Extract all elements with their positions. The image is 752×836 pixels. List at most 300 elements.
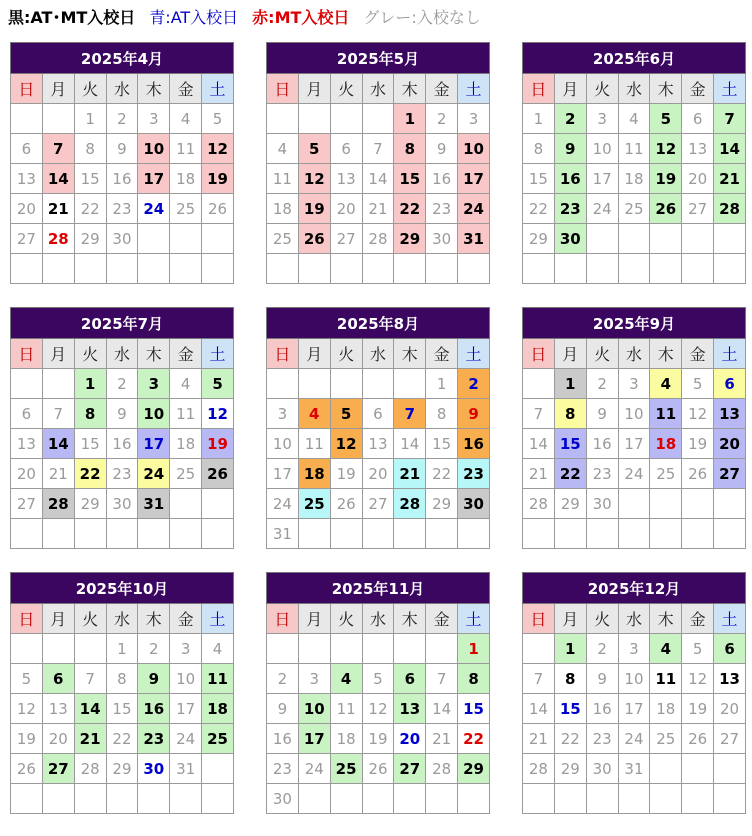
- day-cell: 27: [362, 489, 394, 519]
- month-calendar: [10, 307, 234, 549]
- empty-cell: [298, 519, 330, 549]
- day-cell: 19: [202, 164, 234, 194]
- week-row: [267, 634, 490, 664]
- month-title: 2025年9月: [523, 308, 746, 339]
- day-cell: 14: [42, 164, 74, 194]
- day-cell: 19: [682, 429, 714, 459]
- day-cell: 24: [618, 724, 650, 754]
- empty-cell: [202, 784, 234, 814]
- week-row: [11, 664, 234, 694]
- day-cell: 23: [586, 724, 618, 754]
- month-calendar: [266, 307, 490, 549]
- day-cell: 13: [330, 164, 362, 194]
- day-cell: 12: [298, 164, 330, 194]
- day-cell: 29: [394, 224, 426, 254]
- day-cell: 26: [202, 459, 234, 489]
- day-cell: 24: [586, 194, 618, 224]
- day-cell: 29: [426, 489, 458, 519]
- week-row: [11, 164, 234, 194]
- empty-cell: [170, 519, 202, 549]
- day-cell: 3: [138, 369, 170, 399]
- week-row: [11, 519, 234, 549]
- day-cell: 13: [394, 694, 426, 724]
- empty-cell: [330, 369, 362, 399]
- empty-cell: [523, 519, 555, 549]
- day-cell: 11: [330, 694, 362, 724]
- weekday-header: 金: [682, 339, 714, 369]
- weekday-header: 日: [11, 604, 43, 634]
- day-cell: 27: [714, 724, 746, 754]
- day-cell: 9: [458, 399, 490, 429]
- legend-blue: 青:AT入校日: [149, 8, 239, 27]
- empty-cell: [554, 254, 586, 284]
- empty-cell: [426, 784, 458, 814]
- empty-cell: [42, 254, 74, 284]
- day-cell: 7: [362, 134, 394, 164]
- day-cell: 27: [714, 459, 746, 489]
- weekday-header: 月: [42, 74, 74, 104]
- week-row: [267, 519, 490, 549]
- day-cell: 20: [714, 429, 746, 459]
- day-cell: 25: [298, 489, 330, 519]
- day-cell: 11: [202, 664, 234, 694]
- weekday-header: 水: [618, 74, 650, 104]
- weekday-header: 金: [170, 339, 202, 369]
- day-cell: 3: [586, 104, 618, 134]
- weekday-header: 水: [362, 74, 394, 104]
- day-cell: 21: [74, 724, 106, 754]
- week-row: [267, 254, 490, 284]
- day-cell: 27: [42, 754, 74, 784]
- empty-cell: [394, 369, 426, 399]
- day-cell: 22: [106, 724, 138, 754]
- weekday-header: 土: [714, 74, 746, 104]
- empty-cell: [298, 634, 330, 664]
- day-cell: 17: [458, 164, 490, 194]
- day-cell: 4: [650, 369, 682, 399]
- day-cell: 21: [523, 724, 555, 754]
- empty-cell: [330, 104, 362, 134]
- day-cell: 20: [42, 724, 74, 754]
- weekday-header: 金: [426, 604, 458, 634]
- empty-cell: [11, 634, 43, 664]
- day-cell: 25: [202, 724, 234, 754]
- week-row: [523, 134, 746, 164]
- day-cell: 17: [586, 164, 618, 194]
- empty-cell: [362, 254, 394, 284]
- day-cell: 11: [170, 134, 202, 164]
- week-row: [523, 754, 746, 784]
- month-title: 2025年12月: [523, 573, 746, 604]
- day-cell: 22: [74, 459, 106, 489]
- day-cell: 30: [586, 489, 618, 519]
- day-cell: 4: [267, 134, 299, 164]
- empty-cell: [682, 519, 714, 549]
- day-cell: 16: [586, 694, 618, 724]
- day-cell: 20: [682, 164, 714, 194]
- day-cell: 20: [362, 459, 394, 489]
- empty-cell: [267, 369, 299, 399]
- empty-cell: [618, 224, 650, 254]
- week-row: [267, 754, 490, 784]
- weekday-header: 火: [330, 74, 362, 104]
- empty-cell: [298, 369, 330, 399]
- empty-cell: [426, 519, 458, 549]
- day-cell: 24: [138, 459, 170, 489]
- week-row: [267, 489, 490, 519]
- day-cell: 5: [650, 104, 682, 134]
- day-cell: 25: [330, 754, 362, 784]
- empty-cell: [170, 784, 202, 814]
- empty-cell: [586, 784, 618, 814]
- week-row: [267, 664, 490, 694]
- day-cell: 7: [426, 664, 458, 694]
- month-title: 2025年11月: [267, 573, 490, 604]
- weekday-header: 土: [714, 339, 746, 369]
- day-cell: 12: [362, 694, 394, 724]
- empty-cell: [682, 254, 714, 284]
- day-cell: 18: [618, 164, 650, 194]
- day-cell: 28: [714, 194, 746, 224]
- day-cell: 28: [523, 489, 555, 519]
- day-cell: 9: [138, 664, 170, 694]
- day-cell: 18: [650, 694, 682, 724]
- day-cell: 4: [330, 664, 362, 694]
- day-cell: 7: [394, 399, 426, 429]
- day-cell: 17: [138, 164, 170, 194]
- day-cell: 26: [330, 489, 362, 519]
- weekday-header: 月: [554, 339, 586, 369]
- day-cell: 8: [523, 134, 555, 164]
- weekday-header: 月: [554, 604, 586, 634]
- day-cell: 9: [426, 134, 458, 164]
- day-cell: 10: [618, 664, 650, 694]
- day-cell: 4: [202, 634, 234, 664]
- day-cell: 31: [458, 224, 490, 254]
- week-row: [523, 399, 746, 429]
- empty-cell: [362, 784, 394, 814]
- day-cell: 6: [714, 634, 746, 664]
- day-cell: 29: [523, 224, 555, 254]
- empty-cell: [11, 369, 43, 399]
- day-cell: 25: [650, 724, 682, 754]
- week-row: [267, 694, 490, 724]
- day-cell: 13: [714, 664, 746, 694]
- week-row: [11, 369, 234, 399]
- weekday-header: 日: [267, 339, 299, 369]
- day-cell: 30: [138, 754, 170, 784]
- empty-cell: [523, 369, 555, 399]
- day-cell: 28: [426, 754, 458, 784]
- day-cell: 7: [714, 104, 746, 134]
- day-cell: 8: [554, 399, 586, 429]
- day-cell: 27: [11, 224, 43, 254]
- day-cell: 4: [298, 399, 330, 429]
- day-cell: 19: [650, 164, 682, 194]
- day-cell: 14: [523, 694, 555, 724]
- empty-cell: [714, 754, 746, 784]
- empty-cell: [618, 254, 650, 284]
- day-cell: 22: [426, 459, 458, 489]
- day-cell: 21: [426, 724, 458, 754]
- week-row: [11, 634, 234, 664]
- empty-cell: [170, 489, 202, 519]
- week-row: [523, 664, 746, 694]
- day-cell: 14: [74, 694, 106, 724]
- day-cell: 10: [458, 134, 490, 164]
- day-cell: 14: [523, 429, 555, 459]
- empty-cell: [106, 784, 138, 814]
- empty-cell: [11, 784, 43, 814]
- weekday-header: 日: [267, 74, 299, 104]
- week-row: [267, 224, 490, 254]
- weekday-header: 火: [74, 604, 106, 634]
- day-cell: 9: [106, 399, 138, 429]
- day-cell: 28: [74, 754, 106, 784]
- weekday-header: 土: [458, 339, 490, 369]
- day-cell: 6: [362, 399, 394, 429]
- empty-cell: [650, 254, 682, 284]
- day-cell: 29: [74, 489, 106, 519]
- empty-cell: [426, 254, 458, 284]
- legend-red: 赤:MT入校日: [252, 8, 350, 27]
- month-title: 2025年7月: [11, 308, 234, 339]
- weekday-header: 金: [426, 74, 458, 104]
- empty-cell: [138, 784, 170, 814]
- weekday-header: 月: [298, 339, 330, 369]
- day-cell: 21: [714, 164, 746, 194]
- legend-black: 黒:AT･MT入校日: [8, 8, 136, 27]
- weekday-header: 日: [523, 604, 555, 634]
- empty-cell: [586, 254, 618, 284]
- day-cell: 30: [458, 489, 490, 519]
- weekday-header: 金: [682, 604, 714, 634]
- empty-cell: [74, 519, 106, 549]
- day-cell: 9: [586, 399, 618, 429]
- day-cell: 8: [458, 664, 490, 694]
- week-row: [11, 784, 234, 814]
- day-cell: 19: [330, 459, 362, 489]
- day-cell: 1: [426, 369, 458, 399]
- day-cell: 15: [426, 429, 458, 459]
- empty-cell: [714, 254, 746, 284]
- day-cell: 2: [106, 369, 138, 399]
- day-cell: 22: [554, 724, 586, 754]
- day-cell: 14: [42, 429, 74, 459]
- week-row: [523, 164, 746, 194]
- day-cell: 18: [267, 194, 299, 224]
- day-cell: 19: [202, 429, 234, 459]
- day-cell: 23: [106, 194, 138, 224]
- day-cell: 6: [330, 134, 362, 164]
- day-cell: 11: [650, 664, 682, 694]
- day-cell: 17: [618, 429, 650, 459]
- weekday-header: 水: [106, 604, 138, 634]
- day-cell: 29: [554, 489, 586, 519]
- week-row: [11, 399, 234, 429]
- empty-cell: [394, 254, 426, 284]
- week-row: [11, 694, 234, 724]
- day-cell: 18: [202, 694, 234, 724]
- day-cell: 5: [330, 399, 362, 429]
- day-cell: 3: [458, 104, 490, 134]
- day-cell: 13: [714, 399, 746, 429]
- empty-cell: [202, 224, 234, 254]
- day-cell: 1: [458, 634, 490, 664]
- empty-cell: [267, 104, 299, 134]
- week-row: [267, 104, 490, 134]
- week-row: [11, 429, 234, 459]
- empty-cell: [682, 754, 714, 784]
- day-cell: 22: [523, 194, 555, 224]
- weekday-header: 月: [554, 74, 586, 104]
- empty-cell: [202, 254, 234, 284]
- week-row: [523, 194, 746, 224]
- day-cell: 29: [106, 754, 138, 784]
- day-cell: 12: [202, 134, 234, 164]
- week-row: [11, 254, 234, 284]
- weekday-header: 月: [42, 339, 74, 369]
- week-row: [11, 724, 234, 754]
- day-cell: 30: [106, 489, 138, 519]
- day-cell: 15: [106, 694, 138, 724]
- week-row: [267, 134, 490, 164]
- empty-cell: [554, 784, 586, 814]
- empty-cell: [523, 254, 555, 284]
- week-row: [11, 224, 234, 254]
- weekday-header: 金: [426, 339, 458, 369]
- week-row: [523, 489, 746, 519]
- empty-cell: [714, 784, 746, 814]
- empty-cell: [202, 519, 234, 549]
- day-cell: 18: [330, 724, 362, 754]
- day-cell: 2: [138, 634, 170, 664]
- day-cell: 27: [394, 754, 426, 784]
- weekday-header: 水: [618, 604, 650, 634]
- day-cell: 4: [170, 104, 202, 134]
- week-row: [11, 134, 234, 164]
- empty-cell: [458, 519, 490, 549]
- month-title: 2025年5月: [267, 43, 490, 74]
- day-cell: 15: [74, 429, 106, 459]
- day-cell: 15: [554, 694, 586, 724]
- day-cell: 10: [267, 429, 299, 459]
- day-cell: 12: [650, 134, 682, 164]
- empty-cell: [362, 369, 394, 399]
- day-cell: 3: [298, 664, 330, 694]
- empty-cell: [714, 489, 746, 519]
- month-calendar: [522, 572, 746, 814]
- day-cell: 28: [42, 224, 74, 254]
- empty-cell: [330, 254, 362, 284]
- day-cell: 2: [554, 104, 586, 134]
- day-cell: 25: [267, 224, 299, 254]
- month-calendar: [266, 42, 490, 284]
- day-cell: 30: [426, 224, 458, 254]
- day-cell: 21: [523, 459, 555, 489]
- day-cell: 7: [523, 664, 555, 694]
- day-cell: 2: [106, 104, 138, 134]
- day-cell: 10: [618, 399, 650, 429]
- day-cell: 17: [267, 459, 299, 489]
- weekday-header: 木: [138, 339, 170, 369]
- day-cell: 4: [650, 634, 682, 664]
- empty-cell: [682, 784, 714, 814]
- day-cell: 24: [267, 489, 299, 519]
- day-cell: 23: [106, 459, 138, 489]
- day-cell: 25: [170, 459, 202, 489]
- day-cell: 16: [267, 724, 299, 754]
- week-row: [11, 194, 234, 224]
- day-cell: 16: [554, 164, 586, 194]
- day-cell: 31: [170, 754, 202, 784]
- week-row: [267, 369, 490, 399]
- week-row: [267, 724, 490, 754]
- week-row: [523, 694, 746, 724]
- week-row: [267, 399, 490, 429]
- weekday-header: 月: [298, 74, 330, 104]
- day-cell: 8: [554, 664, 586, 694]
- day-cell: 12: [682, 399, 714, 429]
- day-cell: 21: [362, 194, 394, 224]
- day-cell: 14: [362, 164, 394, 194]
- day-cell: 11: [650, 399, 682, 429]
- day-cell: 13: [42, 694, 74, 724]
- empty-cell: [618, 784, 650, 814]
- day-cell: 26: [298, 224, 330, 254]
- day-cell: 23: [426, 194, 458, 224]
- day-cell: 16: [138, 694, 170, 724]
- day-cell: 9: [267, 694, 299, 724]
- day-cell: 30: [267, 784, 299, 814]
- day-cell: 13: [11, 429, 43, 459]
- week-row: [267, 459, 490, 489]
- day-cell: 5: [298, 134, 330, 164]
- empty-cell: [330, 519, 362, 549]
- day-cell: 26: [682, 724, 714, 754]
- day-cell: 16: [106, 164, 138, 194]
- day-cell: 21: [42, 459, 74, 489]
- day-cell: 29: [74, 224, 106, 254]
- day-cell: 31: [267, 519, 299, 549]
- day-cell: 28: [394, 489, 426, 519]
- day-cell: 24: [618, 459, 650, 489]
- day-cell: 1: [554, 634, 586, 664]
- day-cell: 17: [138, 429, 170, 459]
- weekday-header: 土: [202, 604, 234, 634]
- empty-cell: [42, 634, 74, 664]
- empty-cell: [394, 519, 426, 549]
- day-cell: 24: [170, 724, 202, 754]
- day-cell: 16: [586, 429, 618, 459]
- weekday-header: 日: [11, 74, 43, 104]
- day-cell: 26: [202, 194, 234, 224]
- day-cell: 6: [394, 664, 426, 694]
- weekday-header: 火: [330, 339, 362, 369]
- day-cell: 26: [650, 194, 682, 224]
- empty-cell: [74, 784, 106, 814]
- day-cell: 9: [586, 664, 618, 694]
- day-cell: 7: [42, 134, 74, 164]
- day-cell: 15: [394, 164, 426, 194]
- month-calendar: [10, 42, 234, 284]
- empty-cell: [394, 784, 426, 814]
- day-cell: 22: [74, 194, 106, 224]
- empty-cell: [554, 519, 586, 549]
- empty-cell: [362, 634, 394, 664]
- day-cell: 5: [11, 664, 43, 694]
- week-row: [267, 429, 490, 459]
